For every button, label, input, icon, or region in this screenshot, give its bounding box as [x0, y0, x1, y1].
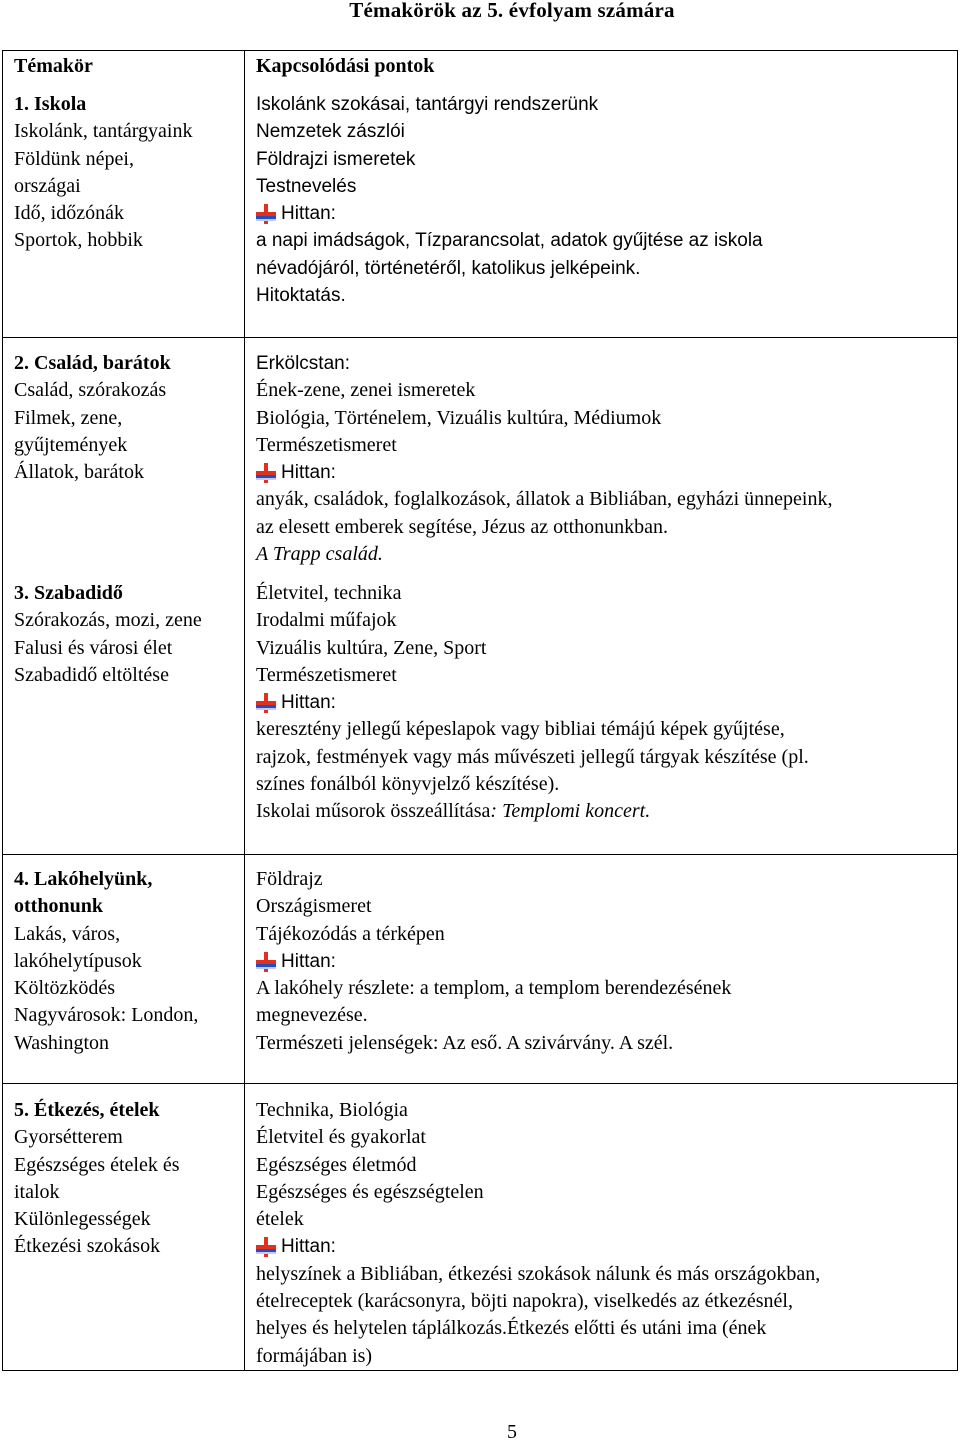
section-links [256, 866, 951, 1057]
topic-item: Sportok, hobbik [14, 229, 143, 252]
hittan-row [256, 689, 951, 716]
link-item: Életvitel és gyakorlat [256, 1126, 426, 1149]
school-program-label: Iskolai műsorok összeállítása [256, 800, 491, 823]
link-item: Tájékozódás a térképen [256, 922, 445, 945]
hittan-row [256, 1233, 951, 1260]
hittan-row [256, 459, 951, 486]
table-column-divider [244, 50, 245, 1371]
page-number: 5 [507, 1421, 517, 1443]
hittan-text: A lakóhely részlete: a templom, a templom berendezésének [256, 977, 732, 1000]
hittan-text: keresztény jellegű képeslapok vagy bibliai témájú képek gyűjtése, [256, 718, 785, 741]
hittan-text: formájában is) [256, 1344, 373, 1367]
hittan-text: helyes és helytelen táplálkozás.Étkezés előtti és utáni ima (ének [256, 1317, 767, 1340]
hittan-label: Hittan: [281, 203, 336, 225]
topic-item: Költözködés [14, 977, 116, 1000]
school-program [256, 798, 951, 825]
header-topic: Témakör [14, 55, 93, 77]
topic-item: Étkezési szokások [14, 1235, 161, 1258]
topic-item: lakóhelytípusok [14, 949, 142, 972]
topic-item: Filmek, zene, [14, 406, 123, 429]
link-item: Vizuális kultúra, Zene, Sport [256, 636, 487, 659]
link-item: Természetismeret [256, 433, 397, 456]
topic-item: Család, szórakozás [14, 379, 167, 402]
section-topics [14, 350, 242, 486]
hittan-text: Természeti jelenségek: Az eső. A szivárvány. A szél. [256, 1031, 674, 1054]
link-item: Természetismeret [256, 663, 397, 686]
link-item: Életvitel, technika [256, 582, 402, 604]
topic-item: Iskolánk, tantárgyaink [14, 120, 193, 143]
church-flag-icon [256, 463, 276, 483]
row-divider [2, 854, 958, 855]
church-flag-icon [256, 952, 276, 972]
section-links [256, 580, 951, 826]
table-border-top [2, 50, 958, 51]
hittan-label: Hittan: [281, 692, 336, 714]
topic-item: Földünk népei, [14, 147, 134, 170]
hittan-text: rajzok, festmények vagy más művészeti jellegű tárgyak készítése (pl. [256, 745, 809, 768]
link-item: Földrajzi ismeretek [256, 148, 416, 170]
topic-item: Falusi és városi élet [14, 636, 173, 659]
topic-item: Különlegességek [14, 1208, 151, 1231]
hittan-label: Hittan: [281, 950, 336, 972]
section-topics [14, 866, 242, 1057]
hittan-text: ételreceptek (karácsonyra, böjti napokra), viselkedés az étkezésnél, [256, 1290, 793, 1313]
topic-item: italok [14, 1180, 60, 1203]
row-divider [2, 337, 958, 338]
page-title: Témakörök az 5. évfolyam számára [349, 0, 675, 22]
hittan-text: a napi imádságok, Tízparancsolat, adatok gyűjtése az iskola [256, 230, 763, 252]
section-title: 3. Szabadidő [14, 582, 123, 604]
hittan-row [256, 948, 951, 975]
link-item: Testnevelés [256, 175, 357, 197]
topic-item: Lakás, város, [14, 922, 121, 945]
hittan-row [256, 200, 951, 227]
film-title: A Trapp család. [256, 543, 383, 566]
link-item: Erkölcstan: [256, 353, 350, 374]
link-item: Iskolánk szokásai, tantárgyi rendszerünk [256, 94, 599, 115]
link-item: Egészséges életmód [256, 1153, 417, 1176]
church-flag-icon [256, 204, 276, 224]
link-item: Egészséges és egészségtelen [256, 1180, 484, 1203]
topic-item: országai [14, 174, 81, 197]
church-flag-icon [256, 1237, 276, 1257]
topic-item: Egészséges ételek és [14, 1153, 180, 1176]
topic-item: Washington [14, 1031, 110, 1054]
church-flag-icon [256, 693, 276, 713]
section-topics [14, 91, 242, 255]
section-topics [14, 580, 242, 689]
link-item: Irodalmi műfajok [256, 609, 397, 632]
hittan-text: névadójáról, történetéről, katolikus jelképeink. [256, 257, 641, 279]
table-border-bottom [2, 1370, 958, 1371]
header-links: Kapcsolódási pontok [256, 55, 435, 77]
section-title: 2. Család, barátok [14, 352, 171, 374]
link-item: Hitoktatás. [256, 285, 346, 307]
row-divider [2, 1083, 958, 1084]
table-border-left [2, 50, 3, 1371]
hittan-text: megnevezése. [256, 1004, 368, 1027]
hittan-text: az elesett emberek segítése, Jézus az otthonunkban. [256, 515, 669, 538]
topic-item: Nagyvárosok: London, [14, 1004, 199, 1027]
hittan-text: anyák, családok, foglalkozások, állatok a Bibliában, egyházi ünnepeink, [256, 488, 833, 511]
topic-item: gyűjtemények [14, 433, 128, 456]
topic-item: Szórakozás, mozi, zene [14, 609, 202, 632]
topic-item: Szabadidő eltöltése [14, 663, 169, 686]
table-border-right [957, 50, 958, 1371]
section-links [256, 1097, 951, 1370]
hittan-label: Hittan: [281, 1236, 336, 1258]
section-topics [14, 1097, 242, 1261]
section-title: otthonunk [14, 895, 103, 918]
school-program-title: : Templomi koncert. [490, 800, 651, 823]
hittan-label: Hittan: [281, 462, 336, 484]
link-item: Biológia, Történelem, Vizuális kultúra, Médiumok [256, 406, 662, 429]
link-item: Technika, Biológia [256, 1099, 408, 1121]
section-title: 1. Iskola [14, 93, 87, 115]
link-item: Ének-zene, zenei ismeretek [256, 379, 476, 402]
section-title: 4. Lakóhelyünk, [14, 868, 153, 890]
section-links [256, 350, 951, 568]
link-item: Országismeret [256, 895, 372, 918]
hittan-text: helyszínek a Bibliában, étkezési szokások nálunk és más országokban, [256, 1262, 821, 1285]
topic-item: Állatok, barátok [14, 461, 144, 484]
section-links [256, 91, 951, 309]
link-item: ételek [256, 1208, 304, 1231]
topic-item: Idő, időzónák [14, 202, 124, 225]
hittan-text: színes fonálból könyvjelző készítése). [256, 773, 560, 796]
topic-item: Gyorsétterem [14, 1126, 123, 1149]
link-item: Földrajz [256, 868, 323, 890]
link-item: Nemzetek zászlói [256, 121, 405, 143]
section-title: 5. Étkezés, ételek [14, 1099, 160, 1121]
